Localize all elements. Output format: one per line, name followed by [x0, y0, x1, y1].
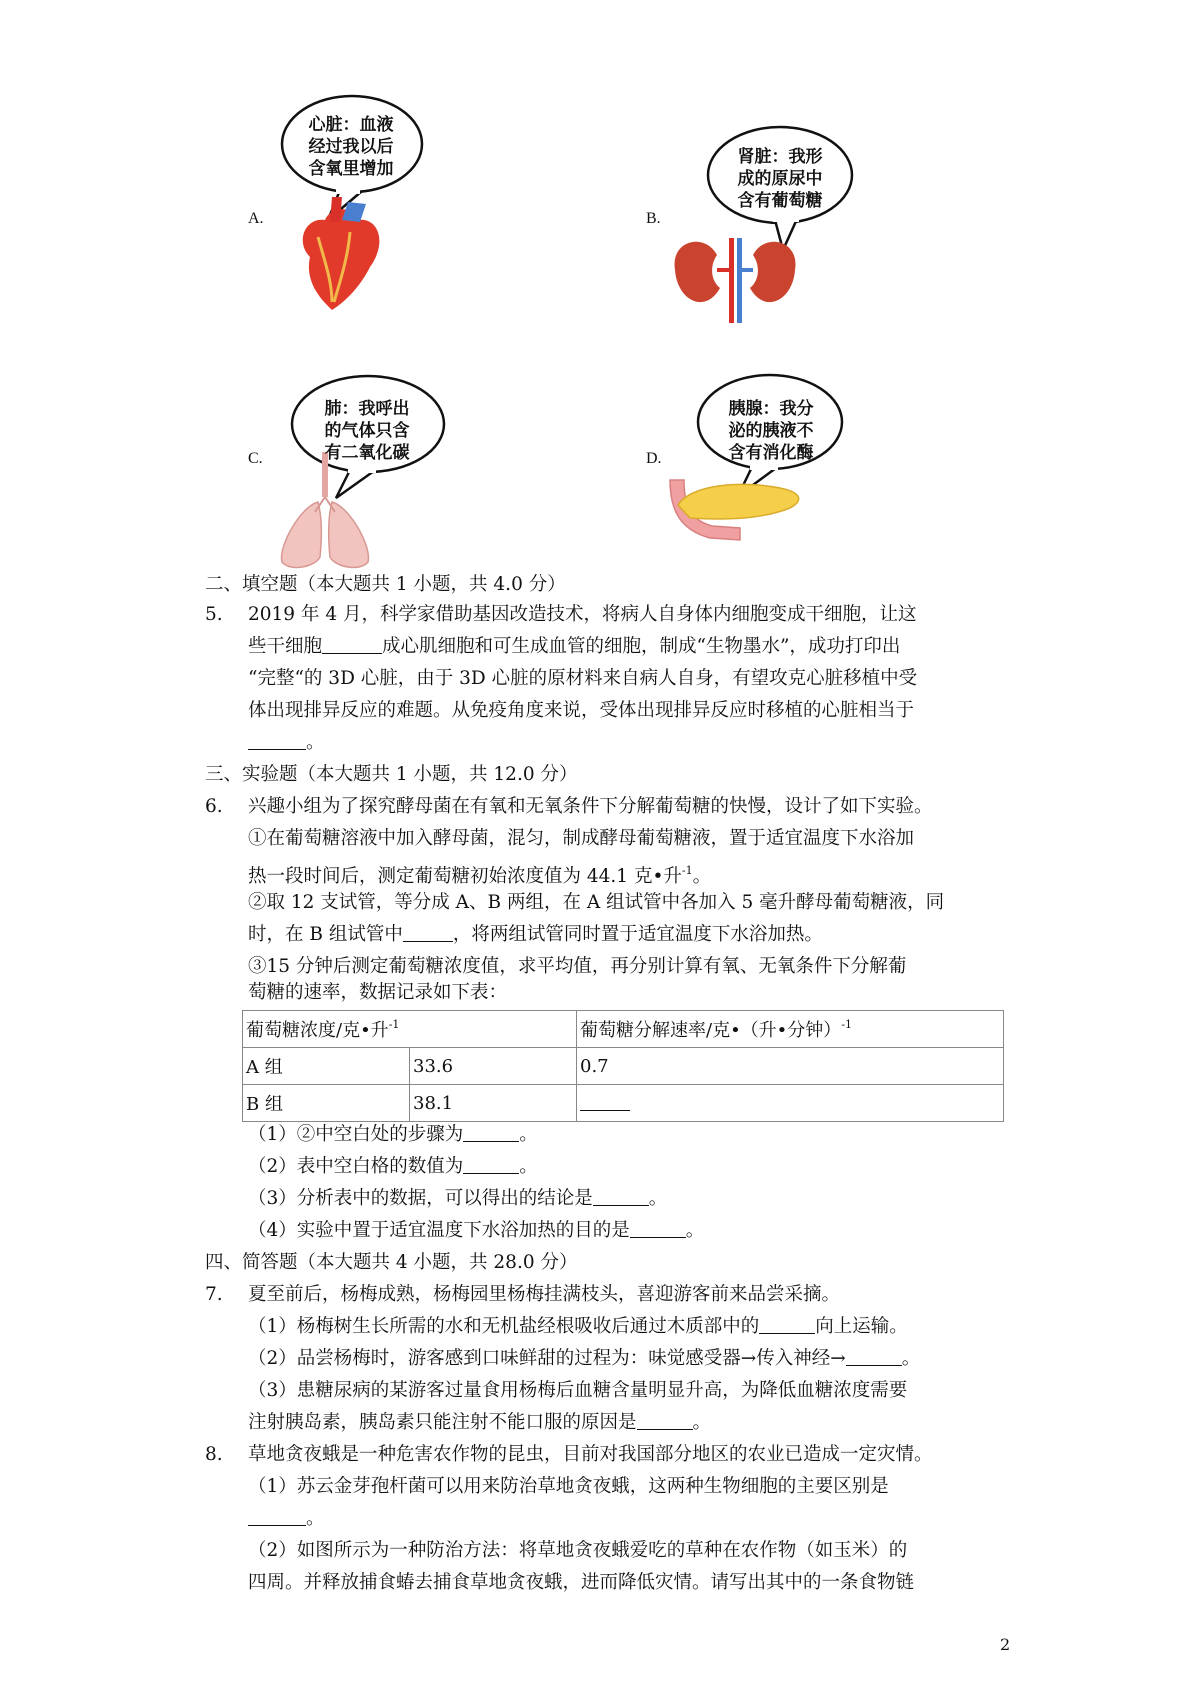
question-6-sub-1-blank[interactable]: [463, 1123, 519, 1142]
question-8-sub-2-line-1: （2）如图所示为一种防治方法：将草地贪夜蛾爱吃的草种在农作物（如玉米）的: [248, 1540, 908, 1561]
table-row: [243, 1048, 1004, 1085]
lungs-bubble-line-2: 的气体只含: [324, 421, 410, 441]
question-6-sub-2-blank[interactable]: [463, 1155, 519, 1174]
question-5-line-2: [248, 632, 900, 662]
heart-bubble-line-3: 含氧里增加: [308, 159, 394, 179]
question-5-number: 5.: [205, 604, 223, 625]
option-d-letter: D.: [646, 450, 662, 467]
question-7-sub-3-line-1: （3）患糖尿病的某游客过量食用杨梅后血糖含量明显升高，为降低血糖浓度需要: [248, 1380, 908, 1401]
question-6-line-2: ①在葡萄糖溶液中加入酵母菌，混匀，制成酵母葡萄糖液，置于适宜温度下水浴加: [248, 828, 915, 849]
question-6-sub-3-text: （3）分析表中的数据，可以得出的结论是: [248, 1188, 593, 1209]
section-heading-fill-in: 二、填空题（本大题共 1 小题，共 4.0 分）: [205, 574, 566, 595]
heart-bubble-line-2: 经过我以后: [308, 137, 394, 157]
pancreas-bubble-line-1: 胰腺：我分: [728, 399, 814, 419]
question-6-line-1: 兴趣小组为了探究酵母菌在有氧和无氧条件下分解葡萄糖的快慢，设计了如下实验。: [248, 796, 933, 817]
question-7-sub-2: （2）品尝杨梅时，游客感到口味鲜甜的过程为：味觉感受器→传入神经→ 。: [248, 1348, 921, 1369]
question-5-line-5: [248, 728, 325, 758]
question-5-line-2-end: 成心肌细胞和可生成血管的细胞，制成“生物墨水”，成功打印出: [382, 636, 901, 657]
question-6-sub-1-text: （1）②中空白处的步骤为: [248, 1124, 464, 1145]
question-7-sub-1-blank[interactable]: [759, 1315, 815, 1334]
section-heading-experiment: 三、实验题（本大题共 1 小题，共 12.0 分）: [205, 764, 578, 785]
table-cell-group: B 组: [243, 1085, 410, 1122]
question-6-line-3-text: 热一段时间后，测定葡萄糖初始浓度值为 44.1 克•升: [248, 866, 682, 887]
question-6-sub-2: （2）表中空白格的数值为 。: [248, 1156, 538, 1177]
question-8-sub-2-line-2: 四周。并释放捕食蝽去捕食草地贪夜蛾，进而降低灾情。请写出其中的一条食物链: [248, 1572, 915, 1593]
question-6-blank-step[interactable]: [403, 923, 453, 942]
pancreas-bubble-line-3: 含有消化酶: [728, 443, 814, 463]
question-5-blank-2[interactable]: [248, 731, 306, 750]
table-cell-rate-blank[interactable]: [577, 1085, 1004, 1122]
lungs-bubble-line-3: 有二氧化碳: [324, 443, 410, 463]
question-6-line-3-end: 。: [692, 866, 712, 887]
question-5-line-4: 体出现排异反应的难题。从免疫角度来说，受体出现排异反应时移植的心脏相当于: [248, 700, 915, 721]
kidney-bubble-line-2: 成的原尿中: [737, 169, 823, 189]
question-6-line-7: 萄糖的速率，数据记录如下表：: [248, 982, 508, 1003]
table-row: [243, 1085, 1004, 1122]
table-header-row: [243, 1011, 1004, 1048]
question-6-sub-4-text: （4）实验中置于适宜温度下水浴加热的目的是: [248, 1220, 630, 1241]
question-5-blank-1[interactable]: [322, 635, 382, 654]
question-6-line-5-end: ，将两组试管同时置于适宜温度下水浴加热。: [452, 924, 823, 945]
question-7-sub-3-blank[interactable]: [637, 1411, 693, 1430]
question-6-line-5-start: 时，在 B 组试管中: [248, 924, 403, 945]
question-6-line-3-superscript: -1: [681, 864, 693, 877]
question-5-line-5-end: 。: [306, 732, 325, 753]
question-7-sub-1: （1）杨梅树生长所需的水和无机盐经根吸收后通过木质部中的 向上运输。: [248, 1316, 908, 1337]
question-7-sub-3-line-2: 注射胰岛素，胰岛素只能注射不能口服的原因是 。: [248, 1412, 712, 1433]
question-8-sub-1-blank[interactable]: [248, 1507, 306, 1526]
lungs-bubble-line-1: 肺：我呼出: [324, 399, 410, 419]
page-number: 2: [1000, 1635, 1011, 1654]
question-8-sub-1-line-1: （1）苏云金芽孢杆菌可以用来防治草地贪夜蛾，这两种生物细胞的主要区别是: [248, 1476, 889, 1497]
question-6-line-4: ②取 12 支试管，等分成 A、B 两组，在 A 组试管中各加入 5 毫升酵母葡萄糖液，同: [248, 892, 945, 913]
kidney-bubble-line-3: 含有葡萄糖: [737, 191, 823, 211]
question-7-line-1: 夏至前后，杨梅成熟，杨梅园里杨梅挂满枝头，喜迎游客前来品尝采摘。: [248, 1284, 841, 1305]
table-header-rate: 葡萄糖分解速率/克•（升•分钟）$^{-1}$: [577, 1011, 1004, 1048]
option-b-letter: B.: [646, 210, 661, 227]
heart-bubble-line-1: 心脏：血液: [308, 115, 394, 135]
question-7-sub-2-blank[interactable]: [846, 1347, 902, 1366]
question-6-line-3: [248, 856, 711, 892]
question-6-line-5: [248, 920, 823, 950]
question-6-sub-3: （3）分析表中的数据，可以得出的结论是 。: [248, 1188, 668, 1209]
question-5-line-2-start: 些干细胞: [248, 636, 323, 657]
question-6-sub-1: （1）②中空白处的步骤为 。: [248, 1124, 538, 1145]
question-7-number: 7.: [205, 1284, 223, 1305]
section-heading-short-answer: 四、简答题（本大题共 4 小题，共 28.0 分）: [205, 1252, 578, 1273]
question-5-line-3: “完整“的 3D 心脏，由于 3D 心脏的原材料来自病人自身，有望攻克心脏移植中受: [248, 668, 918, 689]
question-6-number: 6.: [205, 796, 223, 817]
pancreas-icon: [670, 480, 799, 540]
kidney-icon: [675, 238, 796, 323]
option-a-letter: A.: [248, 210, 264, 227]
kidney-bubble-line-1: 肾脏：我形: [737, 147, 823, 167]
question-5-line-1: 2019 年 4 月，科学家借助基因改造技术，将病人自身体内细胞变成干细胞，让这: [248, 604, 917, 625]
question-6-sub-2-text: （2）表中空白格的数值为: [248, 1156, 464, 1177]
question-6-line-6: ③15 分钟后测定葡萄糖浓度值，求平均值，再分别计算有氧、无氧条件下分解葡: [248, 956, 907, 977]
table-cell-rate: 0.7: [577, 1048, 1004, 1085]
heart-icon: [303, 197, 380, 310]
question-6-sub-4: （4）实验中置于适宜温度下水浴加热的目的是 。: [248, 1220, 705, 1241]
table-header-concentration: 葡萄糖浓度/克•升$^{-1}$: [243, 1011, 577, 1048]
table-cell-concentration: 33.6: [410, 1048, 577, 1085]
option-c-letter: C.: [248, 450, 263, 467]
data-table: [242, 1010, 1004, 1122]
question-6-sub-4-blank[interactable]: [630, 1219, 686, 1238]
question-8-line-1: 草地贪夜蛾是一种危害农作物的昆虫，目前对我国部分地区的农业已造成一定灾情。: [248, 1444, 933, 1465]
question-8-number: 8.: [205, 1444, 223, 1465]
question-8-sub-1-line-2: 。: [248, 1504, 325, 1534]
table-cell-group: A 组: [243, 1048, 410, 1085]
question-6-sub-3-blank[interactable]: [593, 1187, 649, 1206]
table-cell-concentration: 38.1: [410, 1085, 577, 1122]
pancreas-bubble-line-2: 泌的胰液不: [728, 421, 814, 441]
